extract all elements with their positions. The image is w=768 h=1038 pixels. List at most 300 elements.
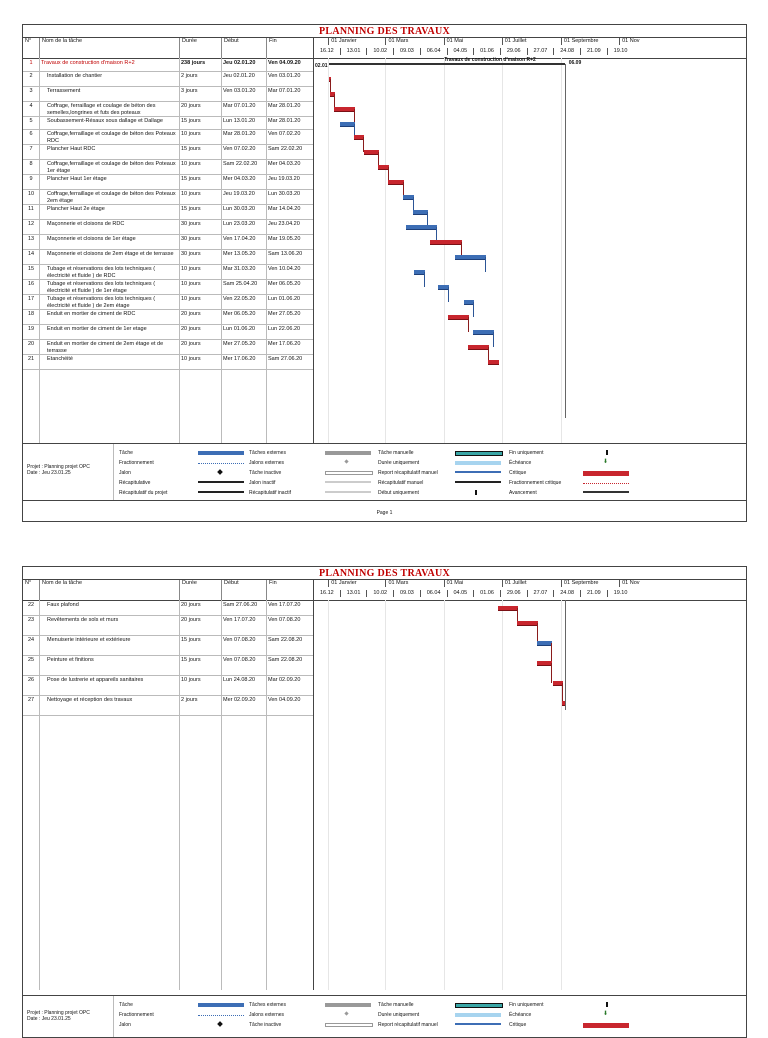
table-header-2 — [23, 579, 746, 601]
row-divider — [23, 116, 313, 117]
task-name: Maçonnerie et cloisons de 2em étage et de terrasse — [47, 251, 174, 257]
dependency-link — [473, 302, 474, 317]
task-finish: Ven 07.08.20 — [268, 617, 301, 623]
month-gridline — [561, 600, 562, 990]
task-start: Mer 06.05.20 — [223, 311, 256, 317]
row-divider — [23, 675, 313, 676]
task-id: 3 — [29, 88, 33, 94]
milestone-icon — [217, 469, 223, 475]
task-name: Coffrage, ferraillage et coulage de béton des semelles,longrines et futs des poteaux — [47, 103, 156, 116]
legend-divider — [113, 444, 114, 500]
task-duration: 20 jours — [181, 326, 201, 332]
task-duration: 10 jours — [181, 356, 201, 362]
page-title-2: PLANNING DES TRAVAUX — [318, 568, 451, 579]
task-finish: Mer 17.06.20 — [268, 341, 301, 347]
legend-swatch — [325, 471, 373, 475]
legend-swatch — [198, 461, 244, 464]
timeline-week: 19.10 — [607, 590, 634, 597]
legend-label: Échéance — [509, 460, 532, 466]
legend-label: Tâche manuelle — [378, 1002, 414, 1008]
task-start: Jeu 19.03.20 — [223, 191, 255, 197]
table-chart-divider — [313, 600, 314, 990]
task-name: Tubage et réservations des lots techniques ( électricité et fluide ) de RDC — [47, 266, 156, 279]
task-duration: 15 jours — [181, 657, 201, 663]
task-bar — [537, 641, 552, 645]
task-finish: Sam 22.08.20 — [268, 637, 303, 643]
table-row — [23, 617, 313, 637]
task-duration: 10 jours — [181, 191, 201, 197]
project-name: Projet : Planning projet OPC — [27, 1010, 90, 1016]
header-fin: Fin — [266, 38, 313, 58]
legend-label: Avancement — [509, 490, 537, 496]
summary-end-line — [565, 64, 566, 418]
task-finish: Ven 04.09.20 — [268, 697, 301, 703]
critical-task-bar — [498, 606, 518, 610]
timeline-month: 01 Nov — [619, 38, 746, 45]
task-duration: 10 jours — [181, 161, 201, 167]
row-divider — [23, 339, 313, 340]
header-num: N° — [25, 580, 32, 586]
task-finish: Ven 10.04.20 — [268, 266, 301, 272]
table-row — [23, 657, 313, 677]
task-start: Ven 22.05.20 — [223, 296, 256, 302]
legend-label: Tâche inactive — [249, 1022, 282, 1028]
critical-task-bar — [488, 360, 498, 364]
legend-swatch — [583, 471, 629, 476]
task-bar — [473, 330, 494, 334]
task-finish: Jeu 19.03.20 — [268, 176, 300, 182]
gantt-page-2 — [22, 566, 747, 1038]
task-duration: 10 jours — [181, 131, 201, 137]
legend-label: Récapitulatif manuel — [378, 480, 424, 486]
critical-task-bar — [468, 345, 489, 349]
task-duration: 30 jours — [181, 221, 201, 227]
task-finish: Mar 28.01.20 — [268, 118, 301, 124]
legend-label: Critique — [509, 470, 527, 476]
legend-swatch — [198, 451, 244, 455]
task-name: Plancher Haut 2e étage — [47, 206, 105, 212]
timeline-week: 01.06 — [473, 48, 500, 55]
legend-label: Fin uniquement — [509, 1002, 544, 1008]
legend-label: Jalons externes — [249, 1012, 285, 1018]
row-divider — [23, 249, 313, 250]
task-name: Terrassement — [47, 88, 81, 94]
dependency-link — [424, 272, 425, 287]
task-duration: 15 jours — [181, 206, 201, 212]
task-id: 4 — [29, 103, 33, 109]
critical-task-bar — [448, 315, 469, 319]
task-duration: 10 jours — [181, 266, 201, 272]
project-date: Date : Jeu 23.01.25 — [27, 1016, 71, 1022]
task-duration: 238 jours — [181, 60, 206, 66]
dependency-link — [551, 643, 552, 663]
dependency-link — [562, 683, 563, 703]
task-start: Mar 28.01.20 — [223, 131, 256, 137]
legend-swatch — [325, 491, 371, 493]
summary-bar-label: Travaux de construction d'maison R+2 — [444, 57, 536, 63]
task-finish: Ven 07.02.20 — [268, 131, 301, 137]
task-id: 25 — [27, 657, 35, 663]
timeline-week: 24.08 — [553, 590, 580, 597]
critical-task-bar — [537, 661, 552, 665]
timeline-week: 06.04 — [420, 48, 447, 55]
dependency-link — [551, 663, 552, 683]
deadline-icon: ⬇ — [603, 1011, 609, 1017]
timeline-week: 19.10 — [607, 48, 634, 55]
task-id: 18 — [27, 311, 35, 317]
task-start: Mer 27.05.20 — [223, 341, 256, 347]
legend-label: Critique — [509, 1022, 527, 1028]
summary-start-date: 02.01 — [315, 63, 328, 69]
legend-swatch — [198, 1013, 244, 1016]
task-start: Mer 04.03.20 — [223, 176, 256, 182]
month-gridline — [561, 58, 562, 443]
critical-task-bar — [517, 621, 538, 625]
task-start: Lun 13.01.20 — [223, 118, 256, 124]
row-divider — [23, 204, 313, 205]
task-duration: 15 jours — [181, 146, 201, 152]
legend-swatch — [455, 1023, 501, 1025]
row-divider — [23, 635, 313, 636]
legend-label: Report récapitulatif manuel — [378, 470, 438, 476]
task-id: 8 — [29, 161, 33, 167]
table-header — [23, 37, 746, 59]
task-name: Etanchéité — [47, 356, 73, 362]
task-name: Plancher Haut RDC — [47, 146, 96, 152]
task-duration: 2 jours — [181, 697, 198, 703]
task-duration: 10 jours — [181, 677, 201, 683]
task-name: Coffrage,ferraillage et coulage de béton des Poteaux 2em étage — [47, 191, 176, 204]
dependency-link — [537, 623, 538, 643]
task-finish: Mar 19.05.20 — [268, 236, 301, 242]
task-id: 2 — [29, 73, 33, 79]
task-finish: Mer 27.05.20 — [268, 311, 301, 317]
timeline-week: 09.03 — [393, 48, 420, 55]
task-id: 22 — [27, 602, 35, 608]
timeline-week: 04.05 — [447, 590, 474, 597]
row-divider — [23, 159, 313, 160]
legend-label: Durée uniquement — [378, 1012, 420, 1018]
task-finish: Mar 02.09.20 — [268, 677, 301, 683]
month-gridline — [502, 58, 503, 443]
task-id: 15 — [27, 266, 35, 272]
legend-swatch — [583, 481, 629, 484]
month-gridline — [385, 600, 386, 990]
task-name: Enduit en mortier de ciment de 1er etage — [47, 326, 147, 332]
task-id: 26 — [27, 677, 35, 683]
task-name: Tubage et réservations des lots techniques ( électricité et fluide ) de 1er étage — [47, 281, 156, 294]
task-duration: 15 jours — [181, 637, 201, 643]
timeline-divider — [313, 580, 314, 600]
legend-swatch — [583, 491, 629, 493]
task-duration: 20 jours — [181, 602, 201, 608]
row-divider — [23, 715, 313, 716]
row-divider — [23, 264, 313, 265]
timeline-month: 01 Juillet — [502, 580, 561, 587]
task-start: Sam 22.02.20 — [223, 161, 258, 167]
task-name: Maçonnerie et cloisons de RDC — [47, 221, 125, 227]
task-id: 23 — [27, 617, 35, 623]
task-id: 10 — [27, 191, 35, 197]
legend-label: Tâche manuelle — [378, 450, 414, 456]
row-divider — [23, 354, 313, 355]
task-id: 12 — [27, 221, 35, 227]
month-gridline — [385, 58, 386, 443]
legend-swatch — [455, 1013, 501, 1017]
timeline-week: 13.01 — [340, 48, 367, 55]
deadline-icon: ⬇ — [603, 459, 609, 465]
task-name: Travaux de construction d'maison R+2 — [41, 60, 135, 66]
legend-swatch — [325, 451, 371, 455]
project-name: Projet : Planning projet OPC — [27, 464, 90, 470]
legend-bottom-line — [23, 500, 746, 501]
summary-end-date: 06.09 — [568, 60, 582, 66]
task-name: Coffrage,ferraillage et coulage de béton des Poteaux 1er étage — [47, 161, 176, 174]
legend-swatch — [455, 1003, 503, 1008]
table-row — [23, 637, 313, 657]
task-name: Revêtements de sols et murs — [47, 617, 119, 623]
task-start: Ven 07.08.20 — [223, 637, 256, 643]
table-row — [23, 677, 313, 697]
task-start: Ven 17.04.20 — [223, 236, 256, 242]
finish-only-icon — [603, 1002, 608, 1007]
legend-swatch — [455, 471, 501, 473]
dependency-link — [493, 332, 494, 347]
row-divider — [23, 279, 313, 280]
timeline-week: 29.06 — [500, 590, 527, 597]
dependency-link — [448, 287, 449, 302]
task-finish: Mar 14.04.20 — [268, 206, 301, 212]
task-finish: Sam 22.08.20 — [268, 657, 303, 663]
task-finish: Sam 13.06.20 — [268, 251, 303, 257]
legend-label: Tâche inactive — [249, 470, 282, 476]
timeline-week: 06.04 — [420, 590, 447, 597]
task-name: Enduit en mortier de ciment de 2em étage et de terrasse — [47, 341, 164, 354]
task-duration: 20 jours — [181, 617, 201, 623]
row-divider — [23, 189, 313, 190]
task-start: Sam 27.06.20 — [223, 602, 258, 608]
task-start: Sam 25.04.20 — [223, 281, 258, 287]
row-divider — [23, 324, 313, 325]
legend-swatch — [198, 1003, 244, 1007]
task-finish: Mer 06.05.20 — [268, 281, 301, 287]
task-id: 17 — [27, 296, 35, 302]
row-divider — [23, 144, 313, 145]
timeline-week: 04.05 — [447, 48, 474, 55]
task-duration: 3 jours — [181, 88, 198, 94]
task-id: 5 — [29, 118, 33, 124]
task-id: 27 — [27, 697, 35, 703]
task-id: 20 — [27, 341, 35, 347]
table-row — [23, 697, 313, 717]
task-start: Lun 24.08.20 — [223, 677, 256, 683]
header-debut: Début — [221, 580, 266, 600]
task-duration: 15 jours — [181, 118, 201, 124]
row-divider — [23, 174, 313, 175]
task-id: 21 — [27, 356, 35, 362]
task-start: Lun 01.06.20 — [223, 326, 256, 332]
row-divider — [23, 71, 313, 72]
task-finish: Ven 04.09.20 — [268, 60, 301, 66]
task-start: Ven 03.01.20 — [223, 88, 256, 94]
timeline-month: 01 Juillet — [502, 38, 561, 45]
month-gridline — [444, 600, 445, 990]
project-date: Date : Jeu 23.01.25 — [27, 470, 71, 476]
legend-label: Récapitulatif du projet — [119, 490, 168, 496]
legend-divider — [113, 996, 114, 1038]
task-finish: Ven 17.07.20 — [268, 602, 301, 608]
legend-label: Jalon — [119, 470, 131, 476]
month-gridline — [444, 58, 445, 443]
table-chart-divider — [313, 58, 314, 443]
timeline-month: 01 Janvier — [328, 580, 385, 587]
finish-only-icon — [603, 450, 608, 455]
legend-label: Tâche — [119, 1002, 133, 1008]
timeline-week: 29.06 — [500, 48, 527, 55]
task-start: Ven 17.07.20 — [223, 617, 256, 623]
task-finish: Lun 30.03.20 — [268, 191, 301, 197]
row-divider — [23, 129, 313, 130]
task-finish: Lun 22.06.20 — [268, 326, 301, 332]
timeline-month: 01 Septembre — [561, 580, 619, 587]
task-id: 16 — [27, 281, 35, 287]
task-name: Coffrage,ferraillage et coulage de béton des Poteaux RDC — [47, 131, 176, 144]
task-id: 11 — [28, 206, 34, 212]
legend-label: Jalon — [119, 1022, 131, 1028]
task-bar — [413, 210, 428, 214]
timeline-month: 01 Septembre — [561, 38, 619, 45]
task-duration: 15 jours — [181, 176, 201, 182]
task-start: Lun 23.03.20 — [223, 221, 256, 227]
legend-label: Tâche — [119, 450, 133, 456]
gantt-page-1 — [22, 24, 747, 522]
task-start: Mar 07.01.20 — [223, 103, 256, 109]
task-name: Installation de chantier — [47, 73, 103, 79]
task-name: Soubassement-Résaux sous dallage et Dallage — [47, 118, 163, 124]
header-duree: Durée — [179, 38, 221, 58]
task-finish: Jeu 23.04.20 — [268, 221, 300, 227]
task-duration: 20 jours — [181, 311, 201, 317]
legend-swatch — [198, 481, 244, 483]
critical-task-bar — [388, 180, 403, 184]
legend-label: Récapitulative — [119, 480, 151, 486]
task-duration: 20 jours — [181, 103, 201, 109]
row-divider — [23, 309, 313, 310]
summary-bar — [329, 63, 565, 65]
row-divider — [23, 695, 313, 696]
critical-task-bar — [334, 107, 355, 111]
task-id: 13 — [27, 236, 35, 242]
milestone-icon — [344, 1011, 348, 1015]
legend-swatch — [455, 481, 501, 483]
task-name: Plancher Haut 1er étage — [47, 176, 107, 182]
task-duration: 10 jours — [181, 281, 201, 287]
legend-swatch — [198, 491, 244, 493]
legend-label: Jalon inactif — [249, 480, 276, 486]
timeline-week: 24.08 — [553, 48, 580, 55]
legend-label: Échéance — [509, 1012, 532, 1018]
task-id: 14 — [27, 251, 35, 257]
task-finish: Mar 28.01.20 — [268, 103, 301, 109]
critical-task-bar — [430, 240, 461, 244]
task-start: Jeu 02.01.20 — [223, 73, 255, 79]
header-debut: Début — [221, 38, 266, 58]
summary-end-line — [565, 600, 566, 710]
task-start: Mer 17.06.20 — [223, 356, 256, 362]
legend-label: Fractionnement — [119, 460, 154, 466]
task-id: 19 — [27, 326, 35, 332]
legend-label: Récapitulatif inactif — [249, 490, 291, 496]
timeline-week: 16.12 — [313, 590, 340, 597]
header-name: Nom de la tâche — [39, 580, 179, 600]
task-finish: Sam 27.06.20 — [268, 356, 303, 362]
timeline-month: 01 Janvier — [328, 38, 385, 45]
task-start: Mer 13.05.20 — [223, 251, 256, 257]
timeline-week: 21.09 — [580, 48, 607, 55]
legend-label: Fractionnement — [119, 1012, 154, 1018]
task-name: Enduit en mortier de ciment de RDC — [47, 311, 136, 317]
page-title: PLANNING DES TRAVAUX — [318, 26, 451, 37]
timeline-week: 09.03 — [393, 590, 420, 597]
task-finish: Lun 01.06.20 — [268, 296, 301, 302]
timeline-divider — [313, 38, 314, 58]
dependency-link — [468, 317, 469, 332]
row-divider — [23, 655, 313, 656]
legend-swatch — [325, 1003, 371, 1007]
timeline-week: 21.09 — [580, 590, 607, 597]
header-name: Nom de la tâche — [39, 38, 179, 58]
task-duration: 30 jours — [181, 236, 201, 242]
legend-label: Fractionnement critique — [509, 480, 562, 486]
task-name: Maçonnerie et cloisons de 1er étage — [47, 236, 136, 242]
timeline-week: 13.01 — [340, 590, 367, 597]
timeline-week: 27.07 — [527, 590, 554, 597]
timeline-month: 01 Nov — [619, 580, 746, 587]
legend-label: Jalons externes — [249, 460, 285, 466]
milestone-icon — [344, 459, 348, 463]
task-name: Faux plafond — [47, 602, 79, 608]
task-bar — [406, 225, 437, 229]
month-gridline — [328, 58, 329, 443]
task-start: Jeu 02.01.20 — [223, 60, 256, 66]
task-id: 7 — [29, 146, 33, 152]
task-id: 1 — [29, 60, 33, 66]
task-id: 6 — [29, 131, 33, 137]
task-finish: Mer 04.03.20 — [268, 161, 301, 167]
legend-label: Report récapitulatif manuel — [378, 1022, 438, 1028]
task-id: 9 — [29, 176, 33, 182]
header-fin: Fin — [266, 580, 313, 600]
row-divider — [23, 219, 313, 220]
task-start: Ven 07.08.20 — [223, 657, 256, 663]
task-name: Pose de lustrerie et appareils sanitaires — [47, 677, 144, 683]
row-divider — [23, 369, 313, 370]
task-start: Ven 07.02.20 — [223, 146, 256, 152]
legend-label: Tâches externes — [249, 450, 286, 456]
task-name: Menuiserie intérieure et extérieure — [47, 637, 131, 643]
timeline-month: 01 Mars — [385, 580, 443, 587]
task-start: Mer 02.09.20 — [223, 697, 256, 703]
task-start: Mar 31.03.20 — [223, 266, 256, 272]
task-name: Peinture et finitions — [47, 657, 94, 663]
legend-swatch — [455, 461, 501, 465]
task-id: 24 — [27, 637, 35, 643]
legend-swatch — [455, 451, 503, 456]
row-divider — [23, 294, 313, 295]
row-divider — [23, 86, 313, 87]
legend-label: Fin uniquement — [509, 450, 544, 456]
header-duree: Durée — [179, 580, 221, 600]
